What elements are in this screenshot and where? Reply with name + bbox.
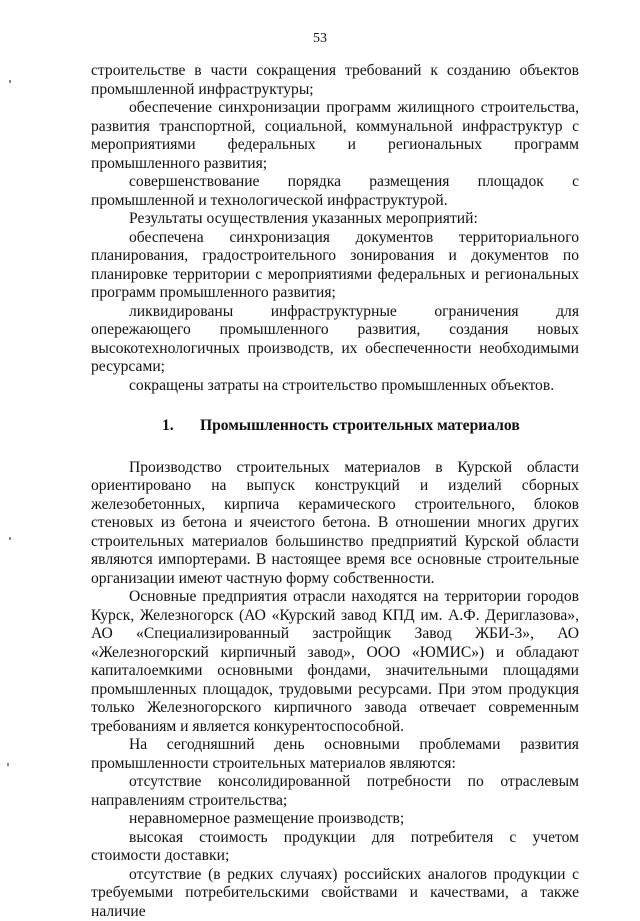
document-body — [91, 62, 579, 921]
paragraph: Результаты осуществления указанных мероприятий: — [91, 210, 579, 229]
paragraph: ликвидированы инфраструктурные ограничения для опережающего промышленного развития, создания новых высокотехнологичных производств, их обеспеченности необходимыми ресурсами; — [91, 303, 579, 377]
paragraph: отсутствие консолидированной потребности по отраслевым направлениям строительства; — [91, 773, 579, 810]
section-title: Промышленность строительных материалов — [200, 417, 520, 434]
paragraph: На сегодняшний день основными проблемами развития промышленности строительных материалов являются: — [91, 736, 579, 773]
paragraph: строительстве в части сокращения требований к созданию объектов промышленной инфраструктуры; — [91, 62, 579, 99]
paragraph: Производство строительных материалов в Курской области ориентировано на выпуск конструкций и изделий сборных железобетонных, кирпича керамического строительного, блоков стеновых из бетона и ячеистого бетона. В отношении многих других строительных материалов большинство предприятий Курской области являются импортерами. В настоящее время все основные строительные организации имеют частную форму собственности. — [91, 459, 579, 589]
scan-speck — [7, 763, 9, 766]
paragraph: высокая стоимость продукции для потребителя с учетом стоимости доставки; — [91, 829, 579, 866]
paragraph: неравномерное размещение производств; — [91, 810, 579, 829]
paragraph: Основные предприятия отрасли находятся на территории городов Курск, Железногорск (АО «Курский завод КПД им. А.Ф. Дериглазова», АО «Специализированный застройщик Завод ЖБИ-3», АО «Железногорский кирпичный завод», ООО «ЮМИС») и обладают капиталоемкими основными фондами, значительными площадями промышленных площадок, трудовыми ресурсами. При этом продукция только Железногорского кирпичного завода отвечает современным требованиям и является конкурентоспособной. — [91, 588, 579, 736]
paragraph: обеспечена синхронизация документов территориального планирования, градостроительного зонирования и документов по планировке территории с мероприятиями федеральных и региональных программ промышленного развития; — [91, 229, 579, 303]
paragraph: сокращены затраты на строительство промышленных объектов. — [91, 377, 579, 396]
section-heading — [91, 417, 579, 436]
page-number: 53 — [0, 31, 640, 47]
paragraph: обеспечение синхронизации программ жилищного строительства, развития транспортной, социальной, коммунальной инфраструктур с мероприятиями федеральных и региональных программ промышленного развития; — [91, 99, 579, 173]
scan-speck — [9, 80, 11, 83]
scan-speck — [9, 537, 11, 540]
section-number: 1. — [162, 417, 200, 436]
paragraph: отсутствие (в редких случаях) российских аналогов продукции с требуемыми потребительскими свойствами и качествами, а также наличие — [91, 866, 579, 921]
paragraph: совершенствование порядка размещения площадок с промышленной и технологической инфраструктурой. — [91, 173, 579, 210]
